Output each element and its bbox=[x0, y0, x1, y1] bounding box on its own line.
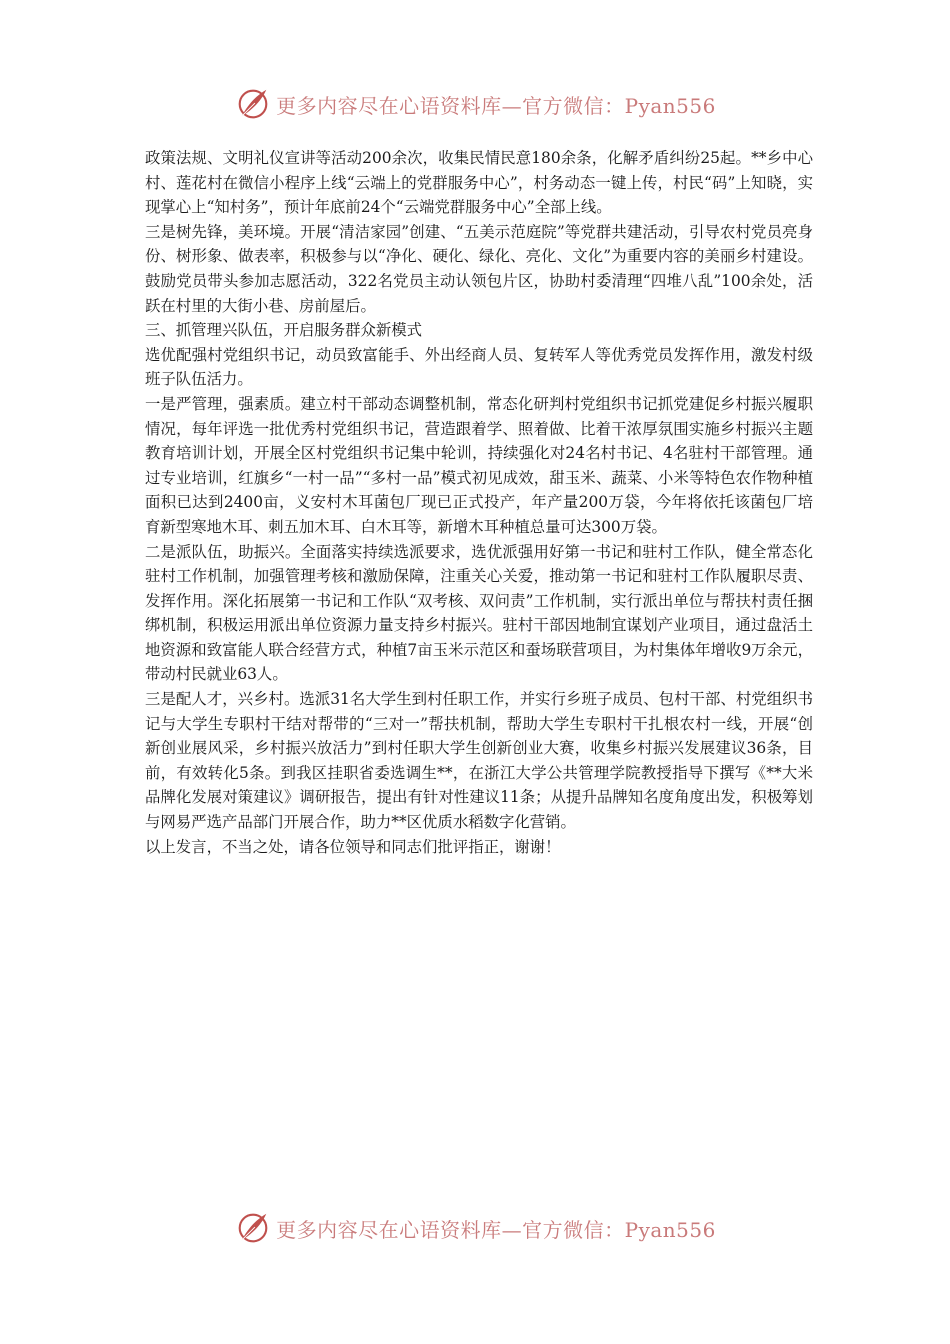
paragraph: 政策法规、文明礼仪宣讲等活动200余次，收集民情民意180余条，化解矛盾纠纷25起。**乡中心村、莲花村在微信小程序上线“云端上的党群服务中心”，村务动态一键上传，村民“码”上知晓，实现掌心上“知村务”，预计年底前24个“云端党群服务中心”全部上线。 bbox=[145, 149, 813, 217]
banner-text: 更多内容尽在心语资料库—官方微信：Pyan556 bbox=[276, 93, 716, 118]
header-banner bbox=[0, 84, 950, 124]
feather-pen-icon bbox=[234, 1209, 272, 1247]
banner-text: 更多内容尽在心语资料库—官方微信：Pyan556 bbox=[276, 1217, 716, 1242]
paragraph: 三是配人才，兴乡村。选派31名大学生到村任职工作，并实行乡班子成员、包村干部、村党组织书记与大学生专职村干结对帮带的“三对一”帮扶机制，帮助大学生专职村干扎根农村一线，开展“创新创业展风采，乡村振兴放活力”到村任职大学生创新创业大赛，收集乡村振兴发展建议36条，目前，有效转化5条。到我区挂职省委选调生**，在浙江大学公共管理学院教授指导下撰写《**大米品牌化发展对策建议》调研报告，提出有针对性建议11条；从提升品牌知名度角度出发，积极筹划与网易严选产品部门开展合作，助力**区优质水稻数字化营销。 bbox=[145, 690, 813, 832]
closing-paragraph: 以上发言，不当之处，请各位领导和同志们批评指正，谢谢！ bbox=[145, 837, 561, 856]
paragraph: 一是严管理，强素质。建立村干部动态调整机制，常态化研判村党组织书记抓党建促乡村振兴履职情况，每年评选一批优秀村党组织书记，营造跟着学、照着做、比着干浓厚氛围实施乡村振兴主题教育培训计划，开展全区村党组织书记集中轮训，持续强化对24名村书记、4名驻村干部管理。通过专业培训，红旗乡“一村一品”“多村一品”模式初见成效，甜玉米、蔬菜、小米等特色农作物种植面积已达到2400亩，义安村木耳菌包厂现已正式投产，年产量200万袋，今年将依托该菌包厂培育新型寒地木耳、刺五加木耳、白木耳等，新增木耳种植总量可达300万袋。 bbox=[145, 394, 813, 536]
paragraph: 选优配强村党组织书记，动员致富能手、外出经商人员、复转军人等优秀党员发挥作用，激发村级班子队伍活力。 bbox=[145, 345, 813, 389]
section-heading: 三、抓管理兴队伍，开启服务群众新模式 bbox=[145, 321, 423, 340]
paragraph: 二是派队伍，助振兴。全面落实持续选派要求，选优派强用好第一书记和驻村工作队，健全常态化驻村工作机制，加强管理考核和激励保障，注重关心关爱，推动第一书记和驻村工作队履职尽责、发挥作用。深化拓展第一书记和工作队“双考核、双问责”工作机制，实行派出单位与帮扶村责任捆绑机制，积极运用派出单位资源力量支持乡村振兴。驻村干部因地制宜谋划产业项目，通过盘活土地资源和致富能人联合经营方式，种植7亩玉米示范区和蚕场联营项目，为村集体年增收9万余元，带动村民就业63人。 bbox=[145, 542, 813, 684]
feather-pen-icon bbox=[234, 85, 272, 123]
document-body bbox=[145, 146, 813, 859]
footer-banner bbox=[0, 1208, 950, 1248]
paragraph: 三是树先锋，美环境。开展“清洁家园”创建、“五美示范庭院”等党群共建活动，引导农村党员亮身份、树形象、做表率，积极参与以“净化、硬化、绿化、亮化、文化”为重要内容的美丽乡村建设。鼓励党员带头参加志愿活动，322名党员主动认领包片区，协助村委清理“四堆八乱”100余处，活跃在村里的大街小巷、房前屋后。 bbox=[145, 222, 813, 315]
